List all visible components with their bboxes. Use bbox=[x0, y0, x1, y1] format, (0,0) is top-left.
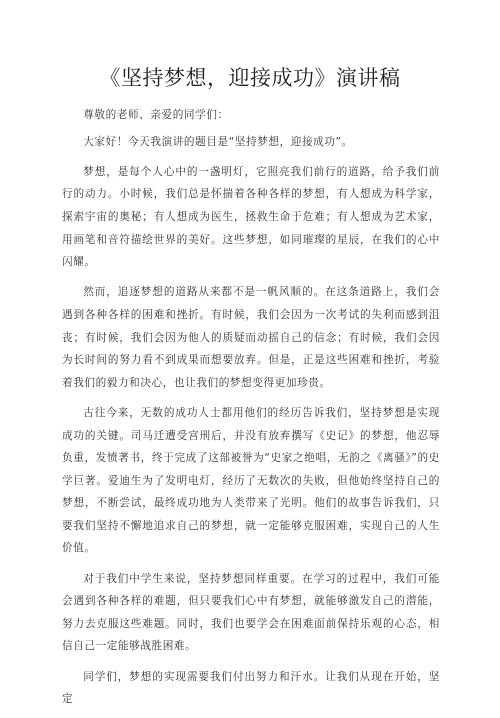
body-paragraph: 梦想，是每个人心中的一盏明灯，它照亮我们前行的道路，给予我们前行的动力。小时候，我们总是怀揣着各种各样的梦想，有人想成为科学家，探索宇宙的奥秘；有人想成为医生，拯救生命于危难；有人想成为艺术家，用画笔和音符描绘世界的美好。这些梦想，如同璀璨的星辰，在我们的心中闪耀。 bbox=[62, 165, 440, 269]
document-title: 《坚持梦想，迎接成功》演讲稿 bbox=[99, 66, 401, 90]
body-paragraph: 对于我们中学生来说，坚持梦想同样重要。在学习的过程中，我们可能会遇到各种各样的难题，但只要我们心中有梦想，就能够激发自己的潜能，努力去克服这些难题。同时，我们也要学会在困难面前保持乐观的心态，相信自己一定能够战胜困难。 bbox=[62, 572, 440, 653]
body-paragraph: 古往今来，无数的成功人士都用他们的经历告诉我们，坚持梦想是实现成功的关键。司马迁遭受宫刑后，并没有放弃撰写《史记》的梦想，他忍辱负重，发愤著书，终于完成了这部被誉为“史家之绝唱，无韵之《离骚》”的史学巨著。爱迪生为了发明电灯，经历了无数次的失败，但他始终坚持自己的梦想，不断尝试，最终成功地为人类带来了光明。他们的故事告诉我们，只要我们坚持不懈地追求自己的梦想，就一定能够克服困难，实现自己的人生价值。 bbox=[62, 406, 440, 555]
greeting-paragraph: 尊敬的老师、亲爱的同学们： bbox=[83, 109, 229, 121]
body-paragraph: 大家好！今天我演讲的题目是“坚持梦想，迎接成功”。 bbox=[83, 135, 353, 148]
document-body bbox=[62, 104, 440, 718]
body-paragraph: 同学们，梦想的实现需要我们付出努力和汗水。让我们从现在开始，坚定 bbox=[62, 670, 440, 706]
body-paragraph: 然而，追逐梦想的道路从来都不是一帆风顺的。在这条道路上，我们会遇到各种各样的困难和挫折。有时候，我们会因为一次考试的失利而感到沮丧；有时候，我们会因为他人的质疑而动摇自己的信念；有时候，我们会因为长时间的努力看不到成果而想要放弃。但是，正是这些困难和挫折，考验着我们的毅力和决心，也让我们的梦想变得更加珍贵。 bbox=[62, 286, 440, 389]
